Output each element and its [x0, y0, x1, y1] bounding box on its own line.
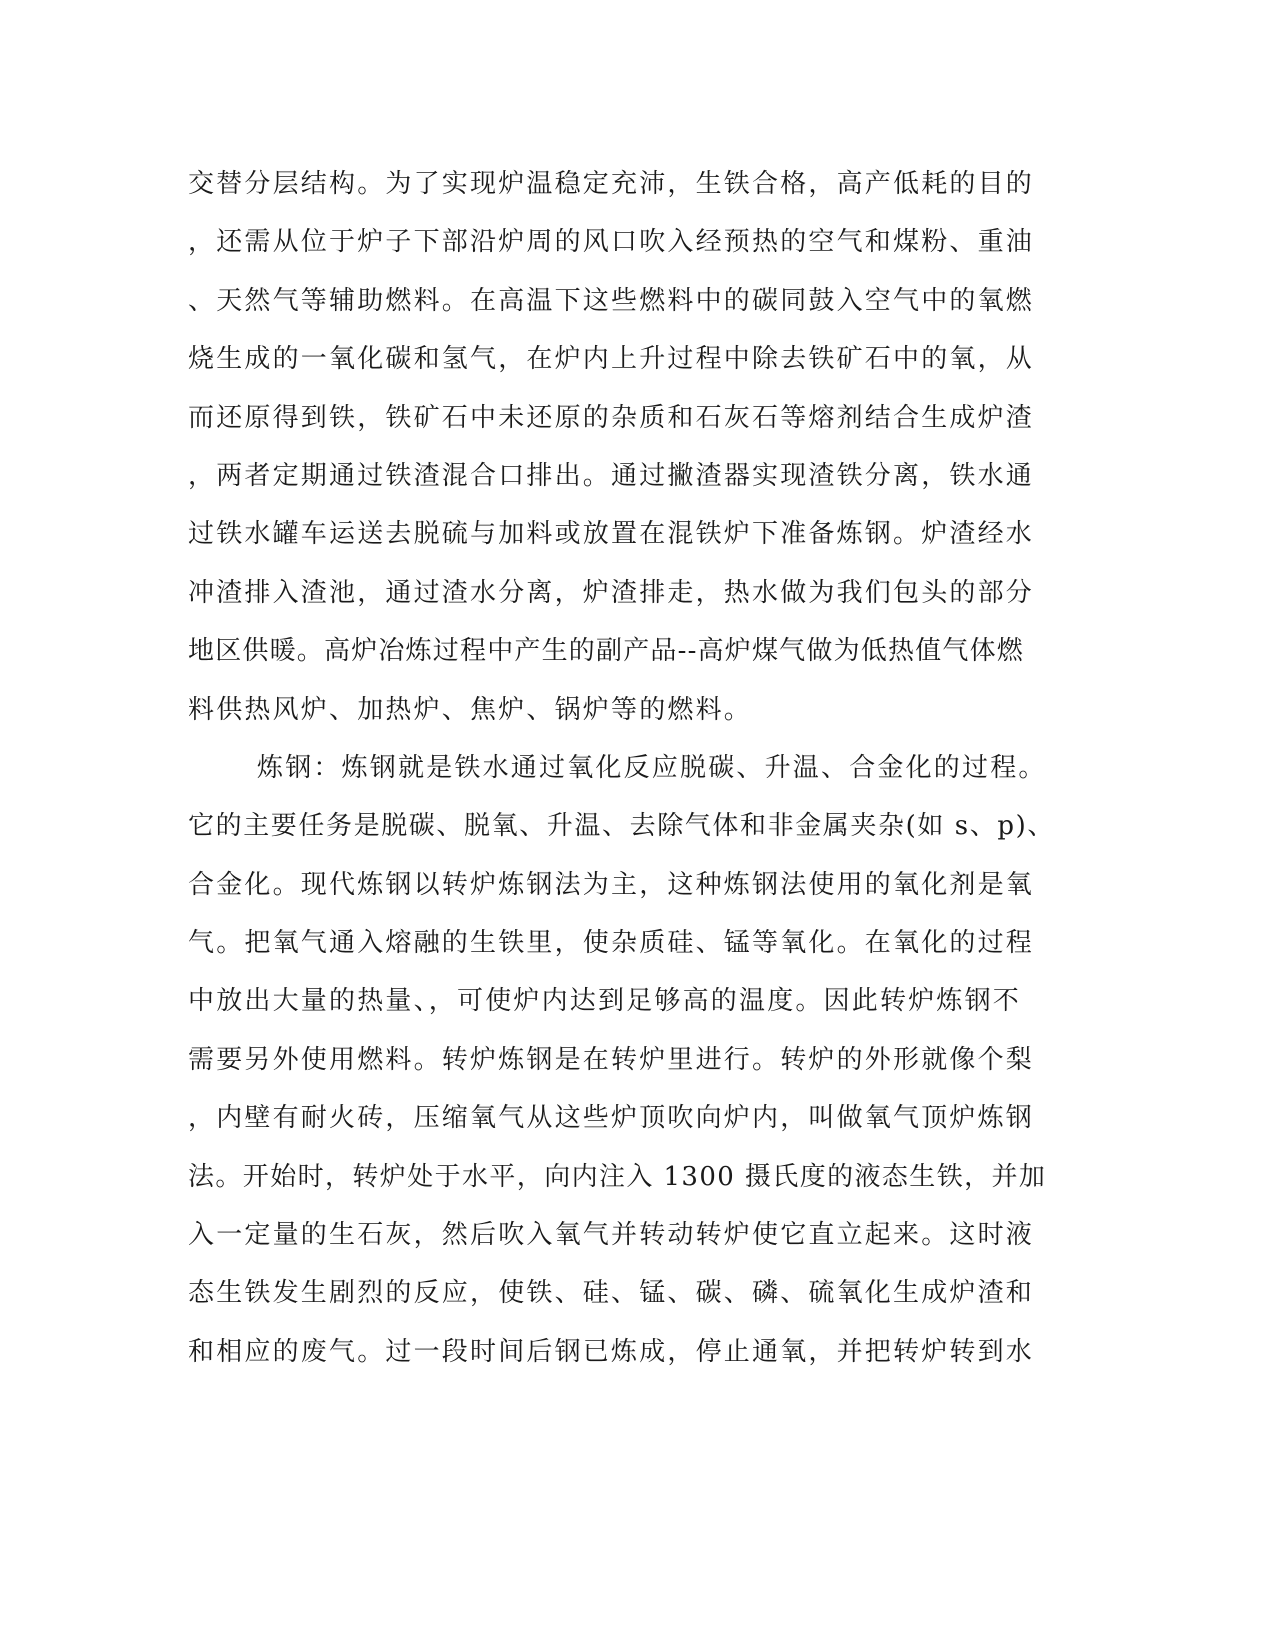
- text-line-4: 烧生成的一氧化碳和氢气，在炉内上升过程中除去铁矿石中的氧，从: [188, 344, 1035, 375]
- text-line-5: 而还原得到铁，铁矿石中未还原的杂质和石灰石等熔剂结合生成炉渣: [188, 402, 1035, 433]
- text-line-12: 它的主要任务是脱碳、脱氧、升温、去除气体和非金属夹杂(如 s、p)、: [188, 811, 1055, 842]
- text-line-10: 料供热风炉、加热炉、焦炉、锅炉等的燃料。: [188, 694, 753, 725]
- text-line-14: 气。把氧气通入熔融的生铁里，使杂质硅、锰等氧化。在氧化的过程: [188, 928, 1035, 959]
- text-line-1: 交替分层结构。为了实现炉温稳定充沛，生铁合格，高产低耗的目的: [188, 169, 1035, 199]
- paragraph-start-line: 炼钢：炼钢就是铁水通过氧化反应脱碳、升温、合金化的过程。: [257, 752, 1047, 783]
- text-line-20: 态生铁发生剧烈的反应，使铁、硅、锰、碳、磷、硫氧化生成炉渣和: [188, 1278, 1035, 1309]
- text-line-19: 入一定量的生石灰，然后吹入氧气并转动转炉使它直立起来。这时液: [188, 1220, 1035, 1251]
- text-line-9: 地区供暖。高炉冶炼过程中产生的副产品--高炉煤气做为低热值气体燃: [188, 636, 1024, 667]
- text-line-6: ，两者定期通过铁渣混合口排出。通过撇渣器实现渣铁分离，铁水通: [188, 460, 1035, 491]
- text-line-13: 合金化。现代炼钢以转炉炼钢法为主，这种炼钢法使用的氧化剂是氧: [188, 869, 1035, 900]
- text-line-18: 法。开始时，转炉处于水平，向内注入 1300 摄氏度的液态生铁，并加: [188, 1161, 1047, 1192]
- text-line-8: 冲渣排入渣池，通过渣水分离，炉渣排走，热水做为我们包头的部分: [188, 577, 1035, 608]
- text-line-16: 需要另外使用燃料。转炉炼钢是在转炉里进行。转炉的外形就像个梨: [188, 1044, 1035, 1075]
- text-line-15: 中放出大量的热量、，可使炉内达到足够高的温度。因此转炉炼钢不: [188, 986, 1022, 1017]
- text-line-17: ，内壁有耐火砖，压缩氧气从这些炉顶吹向炉内，叫做氧气顶炉炼钢: [188, 1103, 1035, 1134]
- text-line-7: 过铁水罐车运送去脱硫与加料或放置在混铁炉下准备炼钢。炉渣经水: [188, 519, 1035, 550]
- text-line-3: 、天然气等辅助燃料。在高温下这些燃料中的碳同鼓入空气中的氧燃: [188, 285, 1035, 316]
- text-line-21: 和相应的废气。过一段时间后钢已炼成，停止通氧，并把转炉转到水: [188, 1336, 1035, 1367]
- text-line-2: ，还需从位于炉子下部沿炉周的风口吹入经预热的空气和煤粉、重油: [188, 227, 1035, 258]
- body-text: [188, 164, 1068, 1390]
